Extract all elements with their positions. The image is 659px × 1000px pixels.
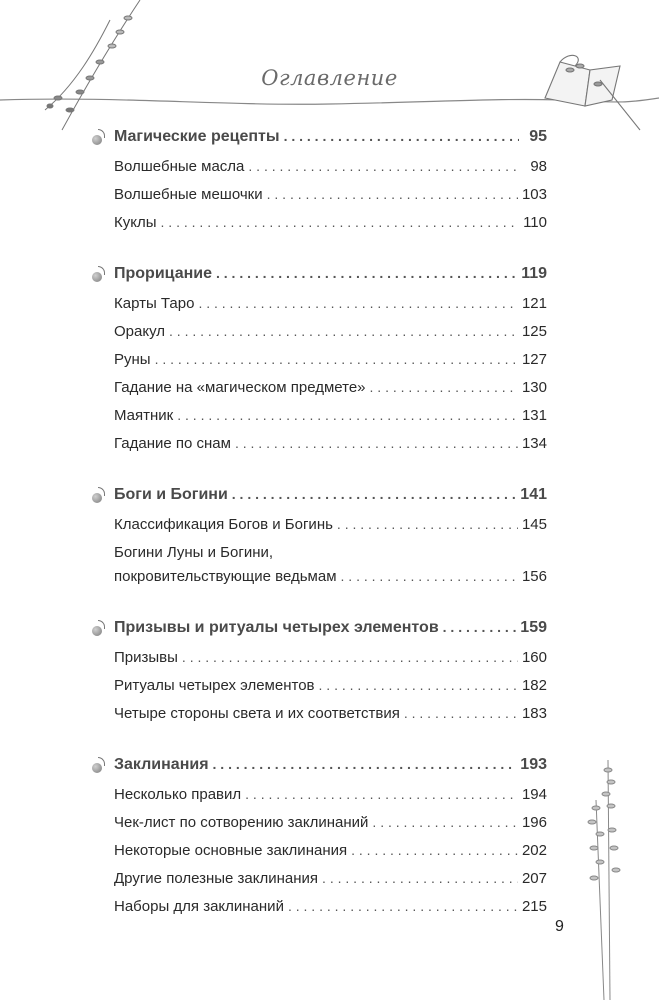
toc-entry[interactable] xyxy=(92,158,547,186)
toc-entry[interactable] xyxy=(92,568,547,596)
toc-page-number: 182 xyxy=(521,677,547,694)
toc-entry-label: Некоторые основные заклинания xyxy=(114,842,348,859)
toc-section xyxy=(92,486,547,596)
toc-page-number: 193 xyxy=(520,756,547,773)
toc-section xyxy=(92,128,547,242)
toc-entry[interactable] xyxy=(92,677,547,705)
dot-leader xyxy=(443,619,517,635)
toc-entry-label: Волшебные мешочки xyxy=(114,186,263,203)
toc-page-number: 103 xyxy=(521,186,547,203)
toc-entry[interactable] xyxy=(92,898,547,926)
toc-entry[interactable] xyxy=(92,186,547,214)
toc-entry-label: Богини Луны и Богини, xyxy=(114,544,274,561)
toc-entry-label: Другие полезные заклинания xyxy=(114,870,319,887)
toc-page-number: 131 xyxy=(521,407,547,424)
toc-entry-label: Руны xyxy=(114,351,151,368)
toc-page-number: 202 xyxy=(521,842,547,859)
toc-entry-label: Классификация Богов и Богинь xyxy=(114,516,333,533)
toc-page-number: 196 xyxy=(521,814,547,831)
bullet-icon xyxy=(92,272,102,282)
toc-entry[interactable] xyxy=(92,407,547,435)
dot-leader xyxy=(169,323,518,339)
dot-leader xyxy=(248,158,519,174)
toc-page-number: 98 xyxy=(530,158,547,175)
dot-leader xyxy=(267,186,518,202)
toc-entry-label: Чек-лист по сотворению заклинаний xyxy=(114,814,369,831)
dot-leader xyxy=(213,756,517,772)
toc-entry[interactable] xyxy=(92,435,547,463)
toc-section-heading[interactable] xyxy=(92,619,547,647)
bullet-icon xyxy=(92,626,102,636)
dot-leader xyxy=(198,295,518,311)
toc-heading-label: Заклинания xyxy=(114,756,209,773)
toc-entry-label: Четыре стороны света и их соответствия xyxy=(114,705,400,722)
lavender-sprig-icon xyxy=(45,0,140,130)
toc-entry-label: Оракул xyxy=(114,323,166,340)
toc-entry-label: Несколько правил xyxy=(114,786,242,803)
toc-page-number: 183 xyxy=(521,705,547,722)
toc-entry-label: Куклы xyxy=(114,214,157,231)
toc-entry-label: Гадание на «магическом предмете» xyxy=(114,379,366,396)
dot-leader xyxy=(351,842,518,858)
toc-entry[interactable] xyxy=(92,870,547,898)
toc-entry-label: Ритуалы четырех элементов xyxy=(114,677,315,694)
page-title: Оглавление xyxy=(261,66,398,90)
dot-leader xyxy=(284,128,519,144)
toc-page-number: 141 xyxy=(520,486,547,503)
bullet-icon xyxy=(92,135,102,145)
toc-entry[interactable] xyxy=(92,295,547,323)
toc-entry[interactable] xyxy=(92,705,547,733)
dot-leader xyxy=(245,786,518,802)
toc-page-number: 156 xyxy=(521,568,547,585)
toc-entry-label: Маятник xyxy=(114,407,174,424)
toc-page-number: 125 xyxy=(521,323,547,340)
toc-page-number: 207 xyxy=(521,870,547,887)
dot-leader xyxy=(319,677,518,693)
dot-leader xyxy=(372,814,518,830)
toc-heading-label: Боги и Богини xyxy=(114,486,228,503)
dot-leader xyxy=(404,705,518,721)
toc-entry[interactable] xyxy=(92,842,547,870)
toc-entry[interactable] xyxy=(92,814,547,842)
toc-heading-label: Призывы и ритуалы четырех элементов xyxy=(114,619,439,636)
toc-entry-label: Гадание по снам xyxy=(114,435,231,452)
dot-leader xyxy=(182,649,518,665)
toc-section xyxy=(92,265,547,463)
dot-leader xyxy=(341,568,518,584)
toc-page-number: 121 xyxy=(521,295,547,312)
toc-entry-wrapped-first-line[interactable] xyxy=(92,544,547,568)
dot-leader xyxy=(337,516,518,532)
toc-entry[interactable] xyxy=(92,649,547,677)
toc-page-number: 130 xyxy=(521,379,547,396)
toc-section xyxy=(92,756,547,926)
bullet-icon xyxy=(92,493,102,503)
toc-page-number: 159 xyxy=(520,619,547,636)
toc-page-number: 95 xyxy=(529,128,547,145)
toc-section-heading[interactable] xyxy=(92,486,547,514)
dot-leader xyxy=(155,351,518,367)
dot-leader xyxy=(322,870,518,886)
toc-entry[interactable] xyxy=(92,351,547,379)
toc-section-heading[interactable] xyxy=(92,265,547,293)
toc-page-number: 145 xyxy=(521,516,547,533)
toc-entry[interactable] xyxy=(92,323,547,351)
dot-leader xyxy=(161,214,519,230)
toc-entry[interactable] xyxy=(92,214,547,242)
toc-entry-label: Наборы для заклинаний xyxy=(114,898,284,915)
toc-entry-label: Волшебные масла xyxy=(114,158,245,175)
toc-page-number: 134 xyxy=(521,435,547,452)
toc-heading-label: Прорицание xyxy=(114,265,212,282)
toc-entry-label: Карты Таро xyxy=(114,295,195,312)
toc-entry[interactable] xyxy=(92,379,547,407)
dot-leader xyxy=(370,379,518,395)
toc-page-number: 110 xyxy=(523,214,547,231)
toc-page-number: 119 xyxy=(521,265,547,282)
toc-entry[interactable] xyxy=(92,786,547,814)
lavender-bottom-decoration xyxy=(578,760,658,1000)
toc-entry[interactable] xyxy=(92,516,547,544)
toc-entry-label: покровительствующие ведьмам xyxy=(114,568,337,585)
toc-page-number: 215 xyxy=(521,898,547,915)
toc-section-heading[interactable] xyxy=(92,128,547,156)
table-of-contents xyxy=(92,128,547,949)
page-number: 9 xyxy=(555,918,564,935)
bullet-icon xyxy=(92,763,102,773)
toc-heading-label: Магические рецепты xyxy=(114,128,280,145)
dot-leader xyxy=(232,486,517,502)
toc-page-number: 160 xyxy=(521,649,547,666)
toc-section-heading[interactable] xyxy=(92,756,547,784)
toc-page-number: 127 xyxy=(521,351,547,368)
toc-page-number: 194 xyxy=(521,786,547,803)
toc-section xyxy=(92,619,547,733)
dot-leader xyxy=(288,898,518,914)
toc-entry-label: Призывы xyxy=(114,649,178,666)
dot-leader xyxy=(235,435,518,451)
dot-leader xyxy=(177,407,518,423)
dot-leader xyxy=(216,265,517,281)
